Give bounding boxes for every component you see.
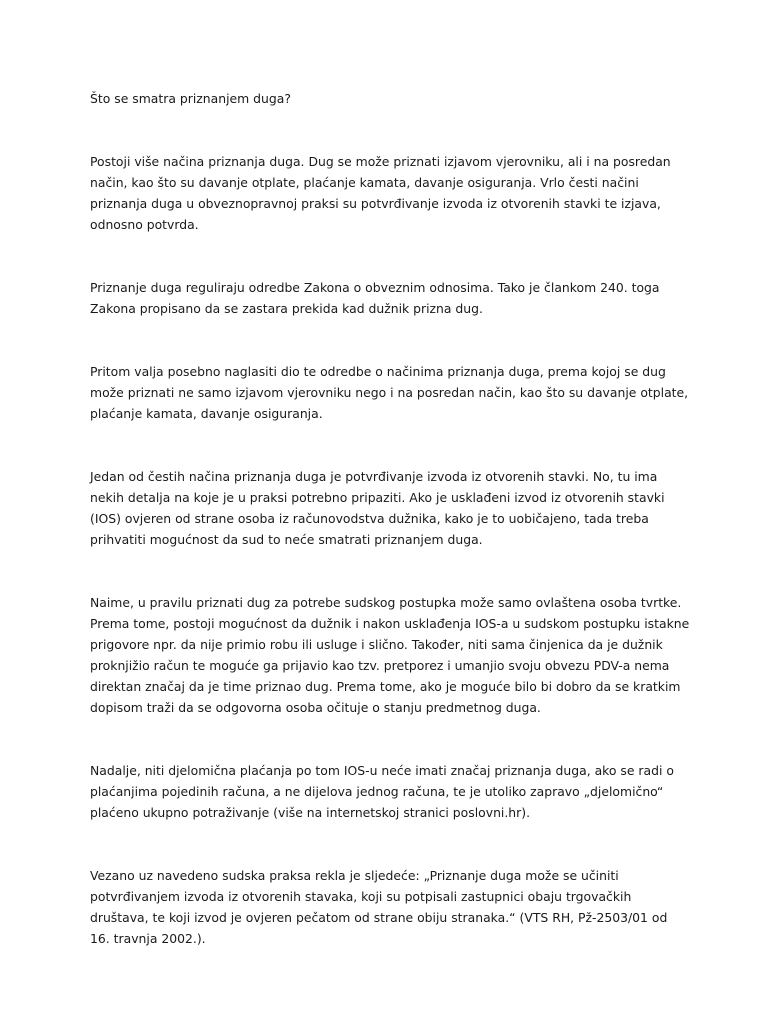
- paragraph-6: Nadalje, niti djelomična plaćanja po tom IOS-u neće imati značaj priznanja duga, ako se radi o plaćanjima pojedinih računa, a ne dijelova jednog računa, te je utoliko zapravo „djelomično“ plaćeno ukupno potraživanje (više na internetskoj stranici poslovni.hr).: [90, 763, 674, 820]
- paragraph-1: Postoji više načina priznanja duga. Dug se može priznati izjavom vjerovniku, ali i na posredan način, kao što su davanje otplate, plaćanje kamata, davanje osiguranja. Vrlo česti načini priznanja duga u obveznopravnoj praksi su potvrđivanje izvoda iz otvorenih stavki te izjava, odnosno potvrda.: [90, 154, 671, 232]
- paragraph-7: Vezano uz navedeno sudska praksa rekla je sljedeće: „Priznanje duga može se učiniti potvrđivanjem izvoda iz otvorenih stavaka, koji su potpisali zastupnici obaju trgovačkih društava, te koji izvod je ovjeren pečatom od strane obiju stranaka.“ (VTS RH, Pž-2503/01 od 16. travnja 2002.).: [90, 868, 668, 946]
- paragraph-4: Jedan od čestih načina priznanja duga je potvrđivanje izvoda iz otvorenih stavki. No, tu ima nekih detalja na koje je u praksi potrebno pripaziti. Ako je usklađeni izvod iz otvorenih stavki (IOS) ovjeren od strane osoba iz računovodstva dužnika, kako je to uobičajeno, tada treba prihvatiti mogućnost da sud to neće smatrati priznanjem duga.: [90, 469, 665, 547]
- paragraph-5: Naime, u pravilu priznati dug za potrebe sudskog postupka može samo ovlaštena osoba tvrtke. Prema tome, postoji mogućnost da dužnik i nakon usklađenja IOS-a u sudskom postupku istakne prigovore npr. da nije primio robu ili usluge i slično. Također, niti sama činjenica da je dužnik proknjižio račun te moguće ga prijavio kao tzv. pretporez i umanjio svoju obvezu PDV-a nema direktan značaj da je time priznao dug. Prema tome, ako je moguće bilo bi dobro da se kratkim dopisom traži da se odgovorna osoba očituje o stanju predmetnog duga.: [90, 595, 690, 715]
- paragraph-2: Priznanje duga reguliraju odredbe Zakona o obveznim odnosima. Tako je člankom 240. toga Zakona propisano da se zastara prekida kad dužnik prizna dug.: [90, 280, 660, 316]
- document-page: [90, 88, 690, 991]
- document-title: Što se smatra priznanjem duga?: [90, 91, 291, 106]
- paragraph-3: Pritom valja posebno naglasiti dio te odredbe o načinima priznanja duga, prema kojoj se dug može priznati ne samo izjavom vjerovniku nego i na posredan način, kao što su davanje otplate, plaćanje kamata, davanje osiguranja.: [90, 364, 689, 421]
